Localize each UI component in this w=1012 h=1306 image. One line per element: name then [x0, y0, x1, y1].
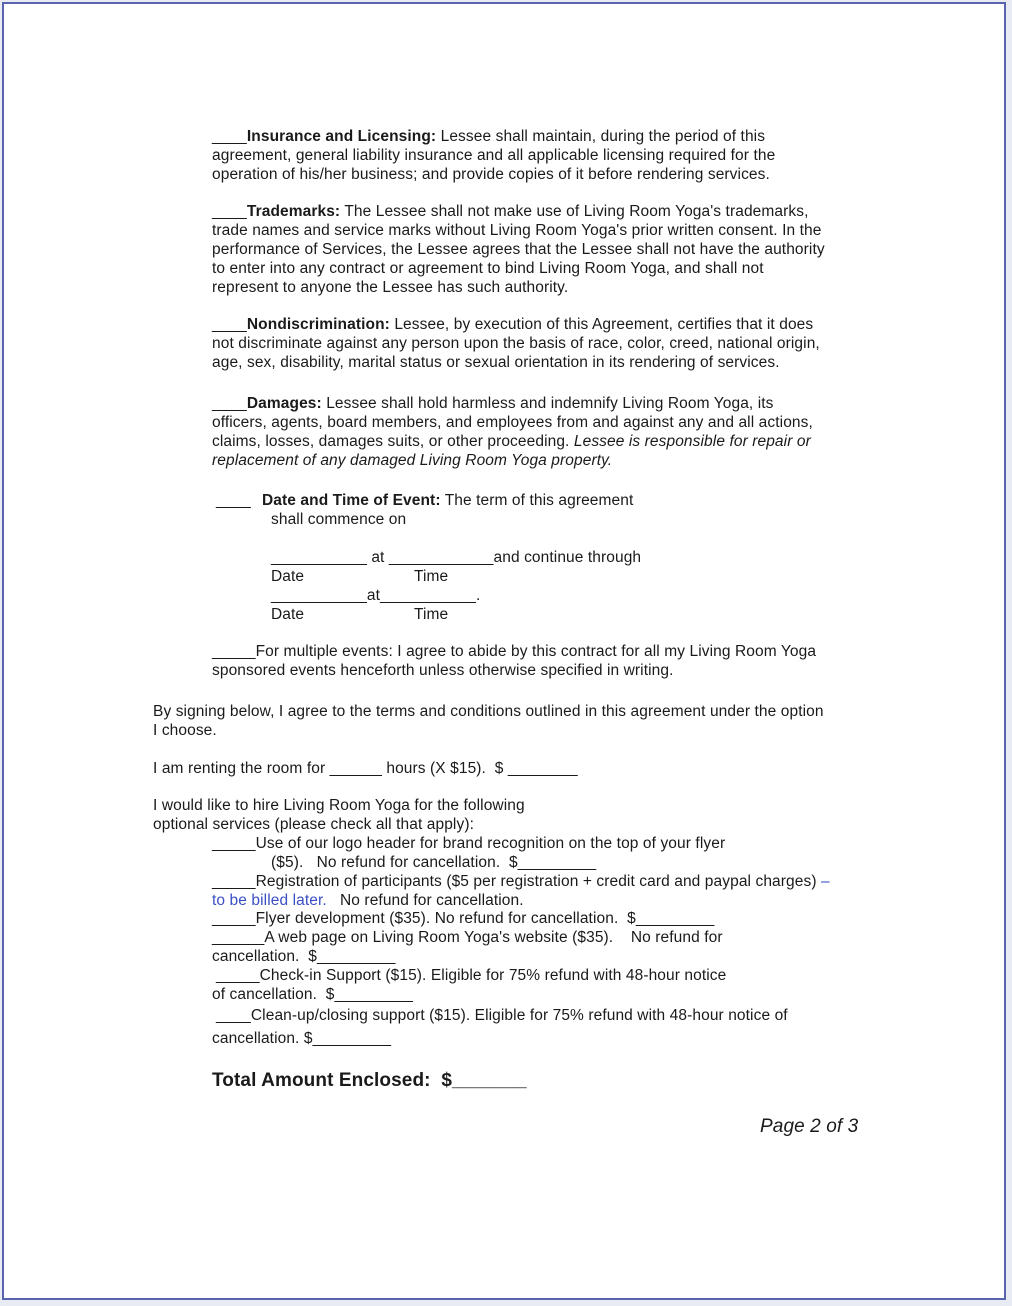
- event-time-label-1: Time: [414, 568, 449, 585]
- option-logo-line-2: ($5). No refund for cancellation. $_________: [271, 854, 597, 871]
- damages-line-1: ____Damages: Lessee shall hold harmless and indemnify Living Room Yoga, its: [212, 395, 774, 412]
- option-checkin-line-1: _____Check-in Support ($15). Eligible for 75% refund with 48-hour notice: [216, 967, 727, 984]
- event-heading: Date and Time of Event:: [262, 492, 441, 509]
- trademarks-line-2: trade names and service marks without Living Room Yoga's prior written consent. In the: [212, 222, 822, 239]
- document-page: [2, 2, 1006, 1300]
- damages-line-3: claims, losses, damages suits, or other proceeding. Lessee is responsible for repair or: [212, 433, 811, 450]
- option-checkin-line-2: of cancellation. $_________: [212, 986, 414, 1003]
- option-flyer-line: _____Flyer development ($35). No refund for cancellation. $_________: [212, 910, 715, 927]
- event-line-2: shall commence on: [271, 511, 407, 528]
- renting-line: I am renting the room for ______ hours (X $15). $ ________: [153, 760, 578, 777]
- option-web-line-2: cancellation. $_________: [212, 948, 396, 965]
- trademarks-line-1: ____Trademarks: The Lessee shall not make use of Living Room Yoga's trademarks,: [212, 203, 809, 220]
- multiple-events-line-1: _____For multiple events: I agree to abide by this contract for all my Living Room Yoga: [212, 643, 817, 660]
- option-registration-line-1: _____Registration of participants ($5 per registration + credit card and paypal charges) –: [212, 873, 830, 890]
- damages-heading: Damages:: [246, 395, 322, 412]
- nondiscrimination-line-1: ____Nondiscrimination: Lessee, by execution of this Agreement, certifies that it does: [212, 316, 814, 333]
- event-date-label-1: Date: [271, 568, 305, 585]
- trademarks-line-4: to enter into any contract or agreement to bind Living Room Yoga, and shall not: [212, 260, 764, 277]
- nondiscrimination-line-2: not discriminate against any person upon the basis of race, color, creed, national origin,: [212, 335, 820, 352]
- damages-line-2: officers, agents, board members, and employees from and against any and all actions,: [212, 414, 813, 431]
- option-logo-line-1: _____Use of our logo header for brand recognition on the top of your flyer: [212, 835, 726, 852]
- signing-line-2: I choose.: [153, 722, 217, 739]
- event-date-row-1: ___________ at ____________and continue through: [271, 549, 642, 566]
- multiple-events-line-2: sponsored events henceforth unless otherwise specified in writing.: [212, 662, 674, 679]
- nondiscrimination-heading: Nondiscrimination:: [246, 316, 390, 333]
- trademarks-heading: Trademarks:: [246, 203, 341, 220]
- event-blank: ____: [216, 492, 251, 509]
- billed-later-note: to be billed later.: [212, 892, 327, 909]
- trademarks-line-5: represent to anyone the Lessee has such authority.: [212, 279, 569, 296]
- damages-line-4: replacement of any damaged Living Room Yoga property.: [212, 452, 613, 469]
- signing-line-1: By signing below, I agree to the terms and conditions outlined in this agreement under the option: [153, 703, 824, 720]
- insurance-line-1: ____Insurance and Licensing: Lessee shall maintain, during the period of this: [212, 128, 766, 145]
- damages-italic-1: Lessee is responsible for repair or: [573, 433, 811, 450]
- trademarks-line-3: performance of Services, the Lessee agrees that the Lessee shall not have the authority: [212, 241, 825, 258]
- event-date-label-2: Date: [271, 606, 305, 623]
- option-registration-line-2: to be billed later. No refund for cancellation.: [212, 892, 524, 909]
- optional-line-1: I would like to hire Living Room Yoga for the following: [153, 797, 525, 814]
- optional-line-2: optional services (please check all that apply):: [153, 816, 474, 833]
- option-cleanup-line-1: ____Clean-up/closing support ($15). Eligible for 75% refund with 48-hour notice of: [216, 1007, 788, 1024]
- event-date-row-2: ___________at___________.: [271, 587, 481, 604]
- option-web-line-1: ______A web page on Living Room Yoga's website ($35). No refund for: [212, 929, 723, 946]
- event-line-1: Date and Time of Event: The term of this agreement: [262, 492, 634, 509]
- insurance-heading: Insurance and Licensing:: [246, 128, 437, 145]
- event-time-label-2: Time: [414, 606, 449, 623]
- total-amount-line: Total Amount Enclosed: $_______: [212, 1070, 527, 1091]
- insurance-line-3: operation of his/her business; and provide copies of it before rendering services.: [212, 166, 770, 183]
- nondiscrimination-line-3: age, sex, disability, marital status or sexual orientation in its rendering of services.: [212, 354, 780, 371]
- page-number: Page 2 of 3: [760, 1116, 859, 1137]
- option-cleanup-line-2: cancellation. $_________: [212, 1030, 392, 1047]
- insurance-line-2: agreement, general liability insurance and all applicable licensing required for the: [212, 147, 776, 164]
